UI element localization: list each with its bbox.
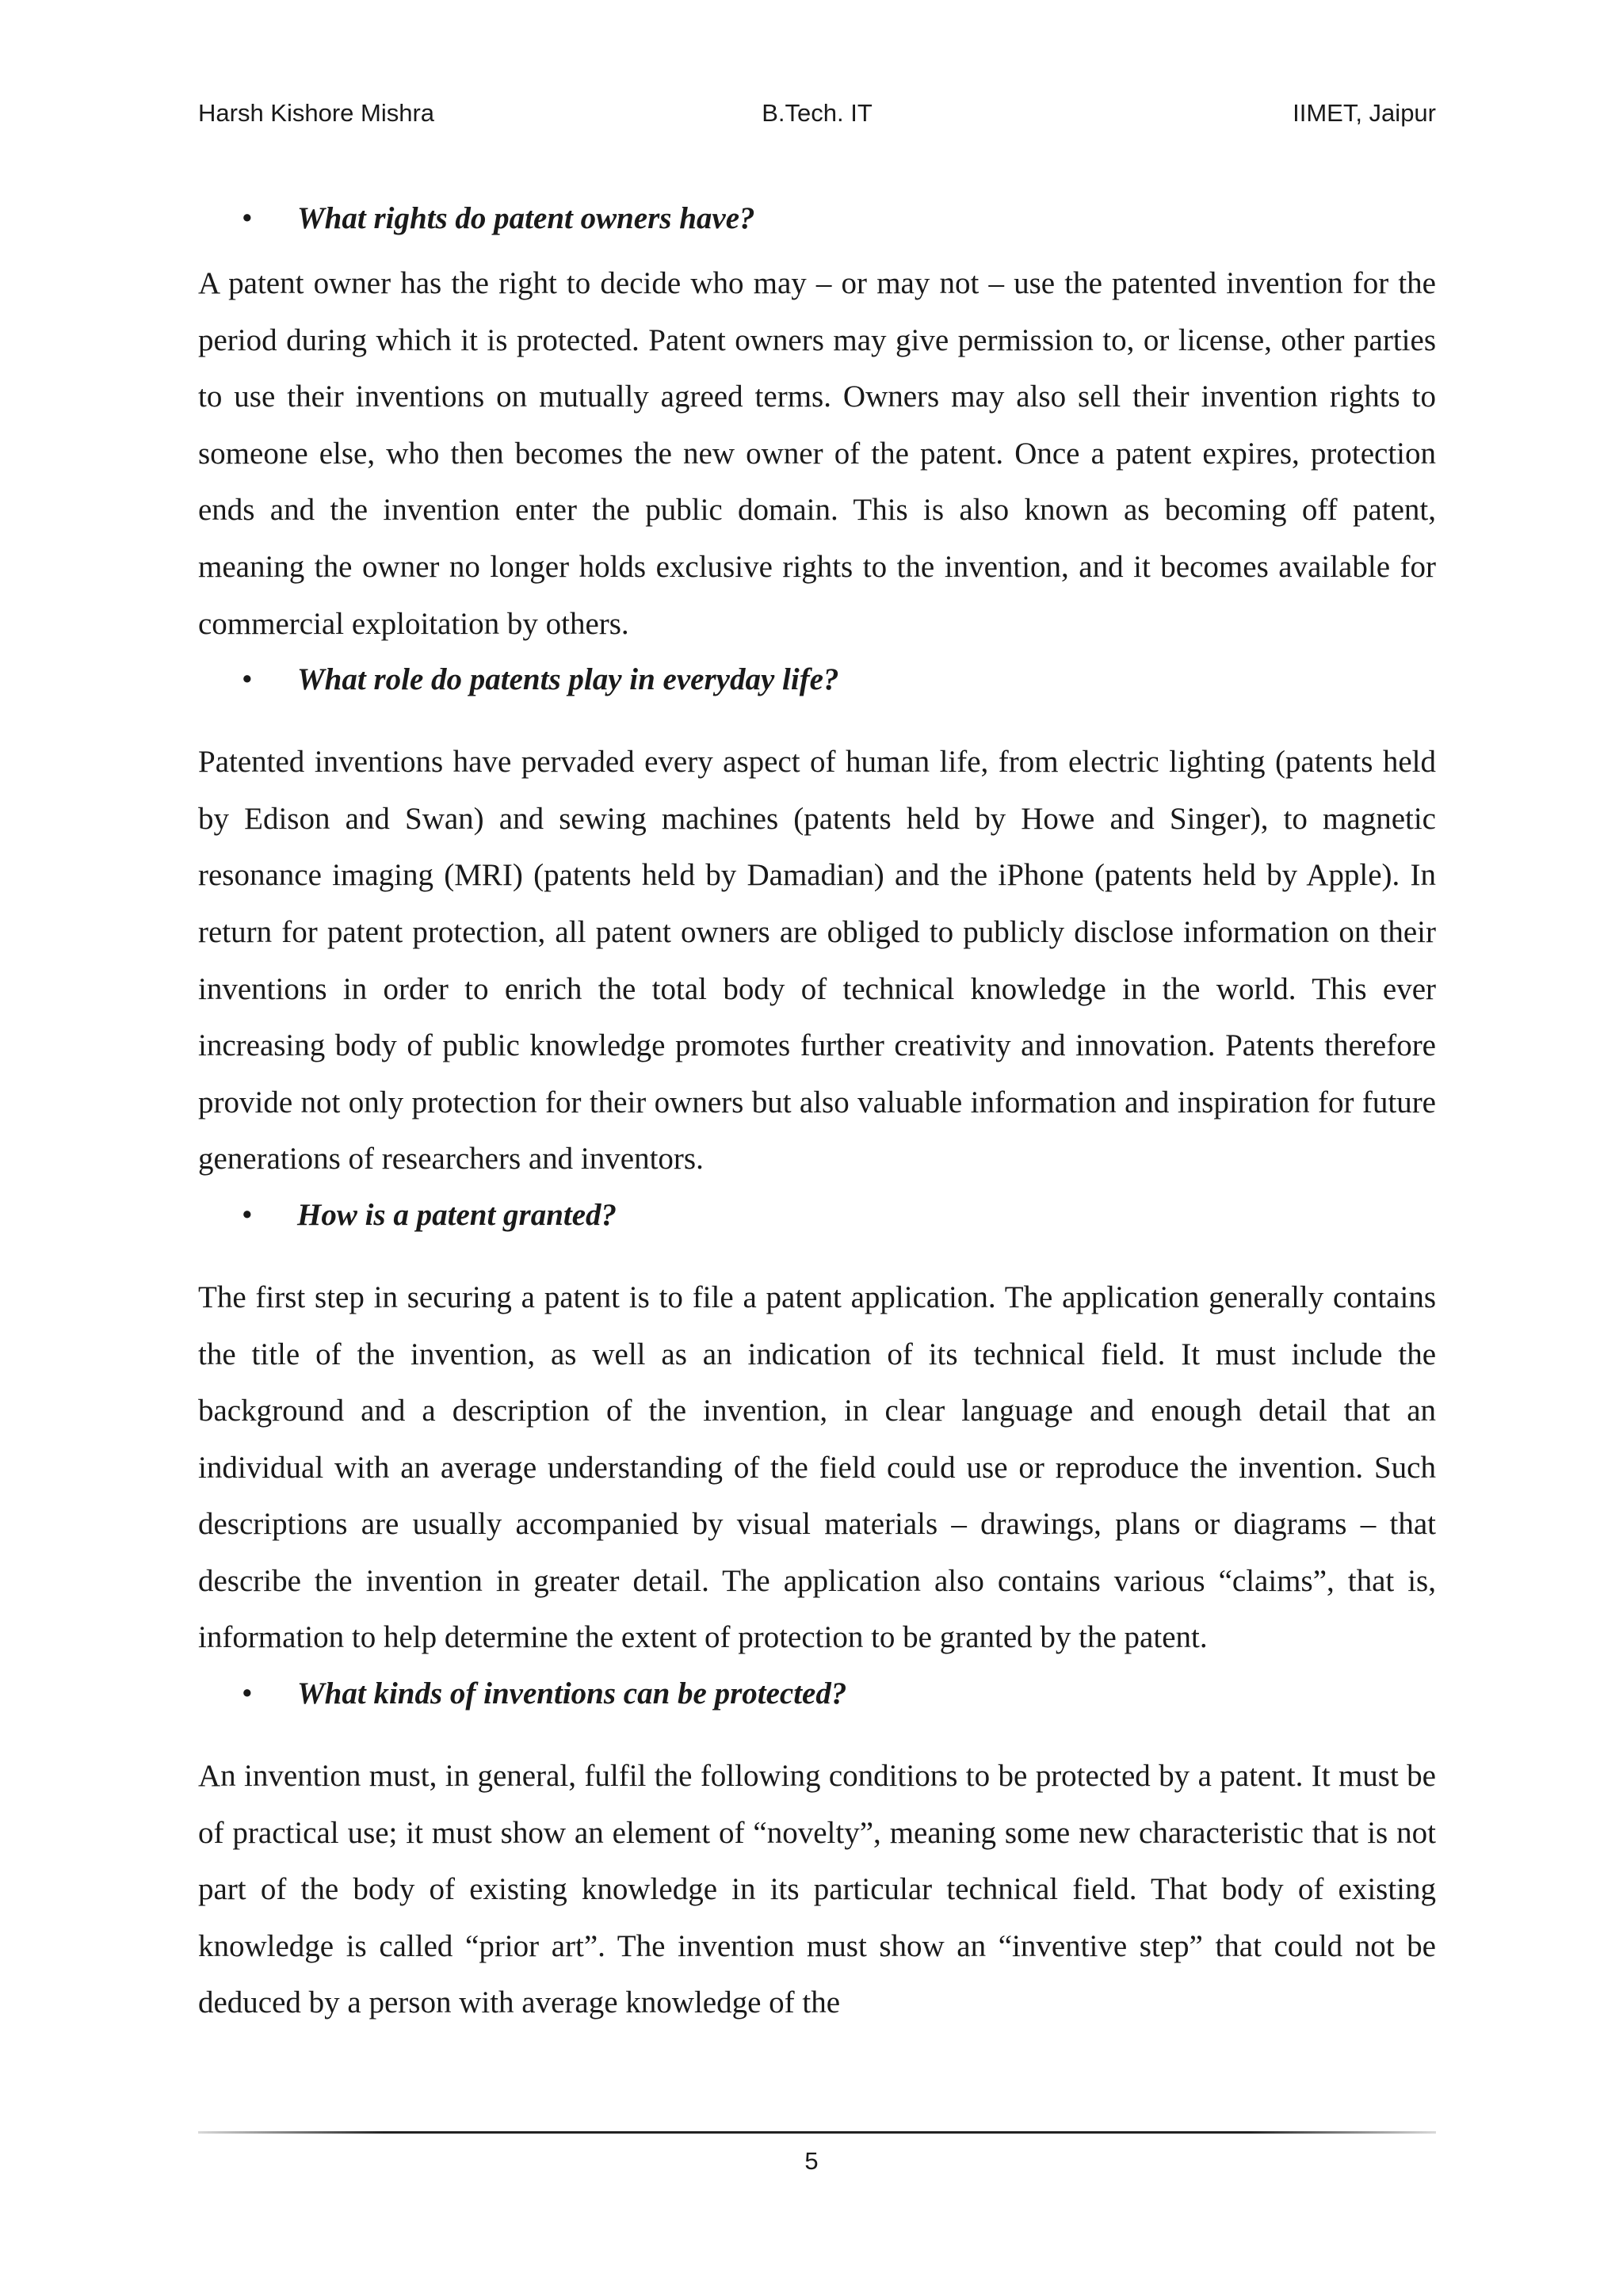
section-paragraph: An invention must, in general, fulfil the following conditions to be protected by a patent. It must be of practical use; it must show an element of “novelty”, meaning some new characteristic that is not part of the body of existing knowledge in its particular technical field. That body of existing knowledge is called “prior art”. The invention must show an “inventive step” that could not be deduced by a person with average knowledge of the <box>198 1759 1436 2020</box>
section-heading-text: How is a patent granted? <box>297 1197 617 1232</box>
bullet-icon: • <box>242 201 253 235</box>
bullet-icon: • <box>242 1197 253 1232</box>
header-course: B.Tech. IT <box>762 99 873 127</box>
section-heading <box>198 1192 1436 1239</box>
section-heading <box>198 195 1436 242</box>
section-patent-granted <box>198 1192 1436 1666</box>
section-paragraph: Patented inventions have pervaded every aspect of human life, from electric lighting (patents held by Edison and Swan) and sewing machines (patents held by Howe and Singer), to magnetic resonance imaging (MRI) (patents held by Damadian) and the iPhone (patents held by Apple). In return for patent protection, all patent owners are obliged to publicly disclose information on their inventions in order to enrich the total body of technical knowledge in the world. This ever increasing body of public knowledge promotes further creativity and innovation. Patents therefore provide not only protection for their owners but also valuable information and inspiration for future generations of researchers and inventors. <box>198 745 1436 1177</box>
section-heading-text: What kinds of inventions can be protected? <box>297 1676 847 1711</box>
page-header <box>198 93 1436 133</box>
section-heading-text: What role do patents play in everyday life? <box>297 662 839 697</box>
section-protected-inventions <box>198 1670 1436 2031</box>
section-heading <box>198 656 1436 704</box>
bullet-icon: • <box>242 662 253 697</box>
section-patents-everyday-life <box>198 656 1436 1188</box>
footer-divider <box>198 2131 1436 2134</box>
bullet-icon: • <box>242 1676 253 1711</box>
header-author: Harsh Kishore Mishra <box>198 99 435 127</box>
document-body <box>198 195 1436 2031</box>
header-institute: IIMET, Jaipur <box>1293 99 1436 127</box>
section-patent-owner-rights <box>198 195 1436 652</box>
section-heading <box>198 1670 1436 1718</box>
section-paragraph: A patent owner has the right to decide who may – or may not – use the patented invention for the period during which it is protected. Patent owners may give permission to, or license, other parties to use their inventions on mutually agreed terms. Owners may also sell their invention rights to someone else, who then becomes the new owner of the patent. Once a patent expires, protection ends and the invention enter the public domain. This is also known as becoming off patent, meaning the owner no longer holds exclusive rights to the invention, and it becomes available for commercial exploitation by others. <box>198 266 1436 641</box>
section-paragraph: The first step in securing a patent is to file a patent application. The application generally contains the title of the invention, as well as an indication of its technical field. It must include the background and a description of the invention, in clear language and enough detail that an individual with an average understanding of the field could use or reproduce the invention. Such descriptions are usually accompanied by visual materials – drawings, plans or diagrams – that describe the invention in greater detail. The application also contains various “claims”, that is, information to help determine the extent of protection to be granted by the patent. <box>198 1280 1436 1655</box>
page-number: 5 <box>804 2147 819 2175</box>
section-heading-text: What rights do patent owners have? <box>297 201 755 235</box>
